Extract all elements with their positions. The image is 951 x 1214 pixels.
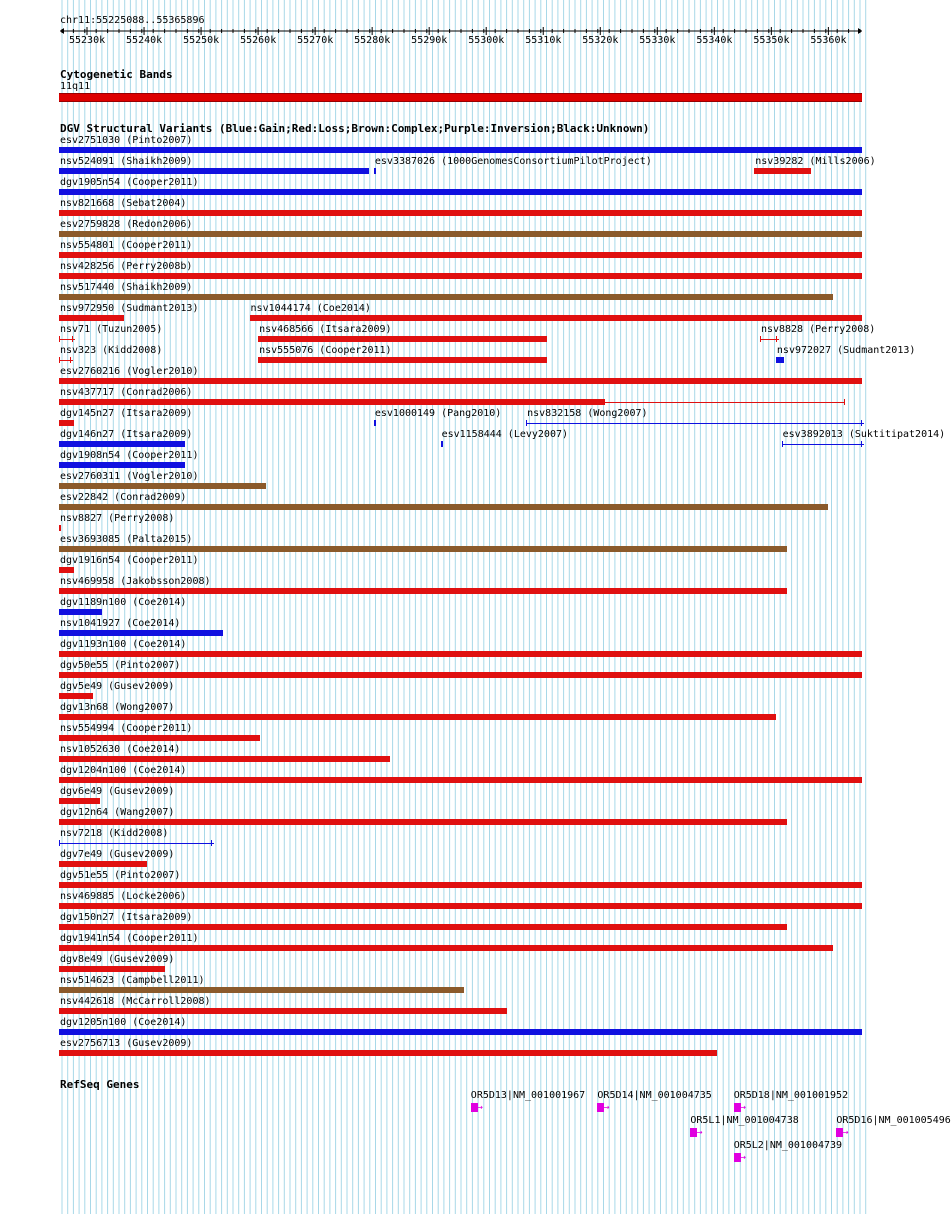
ruler-tick-label: 55240k <box>126 35 163 46</box>
dgv-variant-bar[interactable] <box>59 360 73 361</box>
dgv-variant-label[interactable]: nsv7218 (Kidd2008) <box>60 828 169 839</box>
dgv-variant-bar[interactable] <box>59 714 776 720</box>
dgv-variant-label[interactable]: nsv39282 (Mills2006) <box>755 156 876 167</box>
dgv-variant-label[interactable]: dgv6e49 (Gusev2009) <box>60 786 175 797</box>
dgv-variant-label[interactable]: nsv554994 (Cooper2011) <box>60 723 193 734</box>
cytoband-label: 11q11 <box>60 81 91 92</box>
dgv-variant-label[interactable]: nsv972950 (Sudmant2013) <box>60 303 199 314</box>
gene-label[interactable]: OR5D16|NM_001005496 <box>836 1115 951 1126</box>
dgv-variant-bar[interactable] <box>59 945 833 951</box>
ruler-tick-label: 55230k <box>69 35 106 46</box>
strand-arrow-icon: → <box>696 1127 703 1138</box>
dgv-variant-bar[interactable] <box>59 777 862 783</box>
dgv-variant-bar[interactable] <box>59 315 124 321</box>
dgv-variant-bar[interactable] <box>59 861 147 867</box>
dgv-variant-bar[interactable] <box>258 357 547 363</box>
dgv-variant-bar[interactable] <box>59 189 862 195</box>
gene-label[interactable]: OR5D14|NM_001004735 <box>597 1090 712 1101</box>
dgv-variant-bar[interactable] <box>59 168 369 174</box>
dgv-variant-label[interactable]: nsv1052630 (Coe2014) <box>60 744 181 755</box>
dgv-variant-label[interactable]: nsv469885 (Locke2006) <box>60 891 187 902</box>
dgv-variant-label[interactable]: dgv1193n100 (Coe2014) <box>60 639 187 650</box>
dgv-variant-label[interactable]: nsv468566 (Itsara2009) <box>259 324 392 335</box>
dgv-variant-label[interactable]: esv3387026 (1000GenomesConsortiumPilotProject) <box>374 156 652 167</box>
dgv-variant-bar[interactable] <box>59 609 102 615</box>
ruler-tick-label: 55260k <box>240 35 277 46</box>
dgv-variant-bar[interactable] <box>59 339 75 340</box>
dgv-variant-bar[interactable] <box>59 210 862 216</box>
dgv-variant-bar[interactable] <box>59 672 862 678</box>
dgv-variant-bar[interactable] <box>59 1008 507 1014</box>
dgv-variant-bar[interactable] <box>250 315 862 321</box>
dgv-variant-bar[interactable] <box>59 735 260 741</box>
strand-arrow-icon: → <box>842 1127 849 1138</box>
dgv-variant-label[interactable]: dgv7e49 (Gusev2009) <box>60 849 175 860</box>
dgv-variant-bar[interactable] <box>59 294 833 300</box>
dgv-variant-bar[interactable] <box>59 588 787 594</box>
dgv-variant-bar[interactable] <box>59 399 605 405</box>
dgv-variant-label[interactable]: dgv50e55 (Pinto2007) <box>60 660 181 671</box>
dgv-variant-bar[interactable] <box>59 378 862 384</box>
gene-label[interactable]: OR5L1|NM_001004738 <box>690 1115 799 1126</box>
strand-arrow-icon: → <box>476 1102 483 1113</box>
dgv-variant-label[interactable]: esv2759828 (Redon2006) <box>60 219 193 230</box>
cytoband-track-title[interactable]: Cytogenetic Bands <box>60 68 173 81</box>
dgv-variant-bar[interactable] <box>754 168 811 174</box>
strand-arrow-icon: → <box>739 1152 746 1163</box>
dgv-variant-label[interactable]: nsv8828 (Perry2008) <box>760 324 876 335</box>
dgv-variant-label[interactable]: nsv1041927 (Coe2014) <box>60 618 181 629</box>
ruler-tick-label: 55300k <box>468 35 505 46</box>
dgv-variant-label[interactable]: nsv821668 (Sebat2004) <box>60 198 187 209</box>
dgv-variant-label[interactable]: nsv428256 (Perry2008b) <box>60 261 193 272</box>
dgv-variant-bar[interactable] <box>59 843 214 844</box>
gene-label[interactable]: OR5D18|NM_001001952 <box>733 1090 849 1101</box>
cytoband-bar[interactable] <box>59 93 862 102</box>
dgv-variant-label[interactable]: dgv1916n54 (Cooper2011) <box>60 555 199 566</box>
dgv-variant-label[interactable]: dgv1205n100 (Coe2014) <box>60 1017 187 1028</box>
ruler-tick-label: 55340k <box>696 35 733 46</box>
ruler-tick-label: 55250k <box>183 35 220 46</box>
dgv-variant-label[interactable]: esv2751030 (Pinto2007) <box>60 135 193 146</box>
dgv-variant-bar[interactable] <box>760 339 779 340</box>
dgv-variant-bar[interactable] <box>59 504 828 510</box>
dgv-variant-bar[interactable] <box>59 462 185 468</box>
dgv-variant-bar[interactable] <box>59 966 165 972</box>
dgv-variant-label[interactable]: nsv469958 (Jakobsson2008) <box>60 576 211 587</box>
dgv-variant-bar[interactable] <box>59 903 862 909</box>
dgv-variant-bar[interactable] <box>59 546 787 552</box>
dgv-variant-endcap <box>844 399 845 405</box>
dgv-variant-label[interactable]: dgv145n27 (Itsara2009) <box>60 408 193 419</box>
dgv-variant-label[interactable]: esv1158444 (Levy2007) <box>441 429 569 440</box>
dgv-variant-label[interactable]: nsv442618 (McCarroll2008) <box>60 996 211 1007</box>
dgv-variant-bar[interactable] <box>59 987 464 993</box>
refseq-track-title[interactable]: RefSeq Genes <box>60 1078 140 1091</box>
ruler-tick-label: 55310k <box>525 35 562 46</box>
strand-arrow-icon: → <box>739 1102 746 1113</box>
dgv-variant-label[interactable]: dgv5e49 (Gusev2009) <box>60 681 175 692</box>
dgv-variant-label[interactable]: dgv51e55 (Pinto2007) <box>60 870 181 881</box>
ruler-tick-label: 55280k <box>354 35 391 46</box>
dgv-variant-bar[interactable] <box>59 1050 717 1056</box>
dgv-variant-label[interactable]: nsv517440 (Shaikh2009) <box>60 282 193 293</box>
dgv-variant-label[interactable]: nsv972027 (Sudmant2013) <box>776 345 916 356</box>
dgv-variant-label[interactable]: dgv1941n54 (Cooper2011) <box>60 933 199 944</box>
dgv-variant-label[interactable]: nsv323 (Kidd2008) <box>60 345 163 356</box>
dgv-track-title[interactable]: DGV Structural Variants (Blue:Gain;Red:Loss;Brown:Complex;Purple:Inversion;Black:Unknown) <box>60 122 650 135</box>
dgv-variant-bar[interactable] <box>59 252 862 258</box>
dgv-variant-label[interactable]: dgv12n64 (Wang2007) <box>60 807 175 818</box>
dgv-variant-bar[interactable] <box>59 924 787 930</box>
dgv-variant-bar[interactable] <box>59 756 390 762</box>
dgv-variant-label[interactable]: nsv832158 (Wong2007) <box>527 408 648 419</box>
dgv-variant-bar[interactable] <box>258 336 547 342</box>
dgv-variant-bar[interactable] <box>59 819 787 825</box>
dgv-variant-label[interactable]: nsv8827 (Perry2008) <box>60 513 175 524</box>
dgv-variant-label[interactable]: esv2760311 (Vogler2010) <box>60 471 199 482</box>
dgv-variant-label[interactable]: esv1000149 (Pang2010) <box>374 408 502 419</box>
dgv-variant-bar[interactable] <box>59 147 862 153</box>
dgv-variant-label[interactable]: nsv437717 (Conrad2006) <box>60 387 193 398</box>
gene-label[interactable]: OR5D13|NM_001001967 <box>470 1090 586 1101</box>
dgv-variant-bar[interactable] <box>782 444 864 445</box>
dgv-variant-label[interactable]: nsv524091 (Shaikh2009) <box>60 156 193 167</box>
ruler-tick-label: 55270k <box>297 35 334 46</box>
dgv-variant-bar[interactable] <box>59 441 185 447</box>
dgv-variant-bar[interactable] <box>59 693 93 699</box>
dgv-variant-label[interactable]: esv2756713 (Gusev2009) <box>60 1038 193 1049</box>
dgv-variant-bar[interactable] <box>59 630 223 636</box>
dgv-variant-label[interactable]: esv22842 (Conrad2009) <box>60 492 187 503</box>
dgv-variant-label[interactable]: dgv1905n54 (Cooper2011) <box>60 177 199 188</box>
dgv-variant-bar[interactable] <box>374 420 376 426</box>
dgv-variant-label[interactable]: esv3892013 (Suktitipat2014) <box>782 429 946 440</box>
dgv-variant-bar[interactable] <box>59 1029 862 1035</box>
dgv-variant-label[interactable]: dgv1908n54 (Cooper2011) <box>60 450 199 461</box>
dgv-variant-bar[interactable] <box>59 420 74 426</box>
dgv-variant-bar[interactable] <box>59 483 266 489</box>
ruler-tick-label: 55320k <box>582 35 619 46</box>
dgv-variant-label[interactable]: nsv555076 (Cooper2011) <box>259 345 392 356</box>
dgv-variant-label[interactable]: dgv1204n100 (Coe2014) <box>60 765 187 776</box>
ruler-tick-label: 55330k <box>639 35 676 46</box>
dgv-variant-bar[interactable] <box>59 651 862 657</box>
dgv-variant-bar[interactable] <box>776 357 784 363</box>
dgv-variant-label[interactable]: nsv554801 (Cooper2011) <box>60 240 193 251</box>
dgv-variant-bar[interactable] <box>59 231 862 237</box>
dgv-variant-bar[interactable] <box>59 882 862 888</box>
ruler-tick-label: 55290k <box>411 35 448 46</box>
dgv-variant-label[interactable]: dgv8e49 (Gusev2009) <box>60 954 175 965</box>
dgv-variant-bar[interactable] <box>441 441 443 447</box>
dgv-variant-bar[interactable] <box>374 168 376 174</box>
dgv-variant-label[interactable]: dgv150n27 (Itsara2009) <box>60 912 193 923</box>
dgv-variant-label[interactable]: dgv1189n100 (Coe2014) <box>60 597 187 608</box>
dgv-variant-label[interactable]: dgv13n68 (Wong2007) <box>60 702 175 713</box>
dgv-variant-bar[interactable] <box>59 567 74 573</box>
dgv-variant-extension <box>605 402 846 403</box>
dgv-variant-label[interactable]: dgv146n27 (Itsara2009) <box>60 429 193 440</box>
strand-arrow-icon: → <box>603 1102 610 1113</box>
dgv-variant-label[interactable]: esv2760216 (Vogler2010) <box>60 366 199 377</box>
dgv-variant-label[interactable]: nsv514623 (Campbell2011) <box>60 975 205 986</box>
dgv-variant-label[interactable]: nsv1044174 (Coe2014) <box>250 303 371 314</box>
dgv-variant-label[interactable]: nsv71 (Tuzun2005) <box>60 324 163 335</box>
ruler-tick-label: 55350k <box>753 35 790 46</box>
ruler-tick-label: 55360k <box>810 35 847 46</box>
dgv-variant-bar[interactable] <box>526 423 864 424</box>
dgv-variant-label[interactable]: esv3693085 (Palta2015) <box>60 534 193 545</box>
dgv-variant-bar[interactable] <box>59 273 862 279</box>
gene-label[interactable]: OR5L2|NM_001004739 <box>733 1140 843 1151</box>
region-label: chr11:55225088..55365896 <box>60 15 205 26</box>
dgv-variant-bar[interactable] <box>59 525 61 531</box>
dgv-variant-bar[interactable] <box>59 798 100 804</box>
